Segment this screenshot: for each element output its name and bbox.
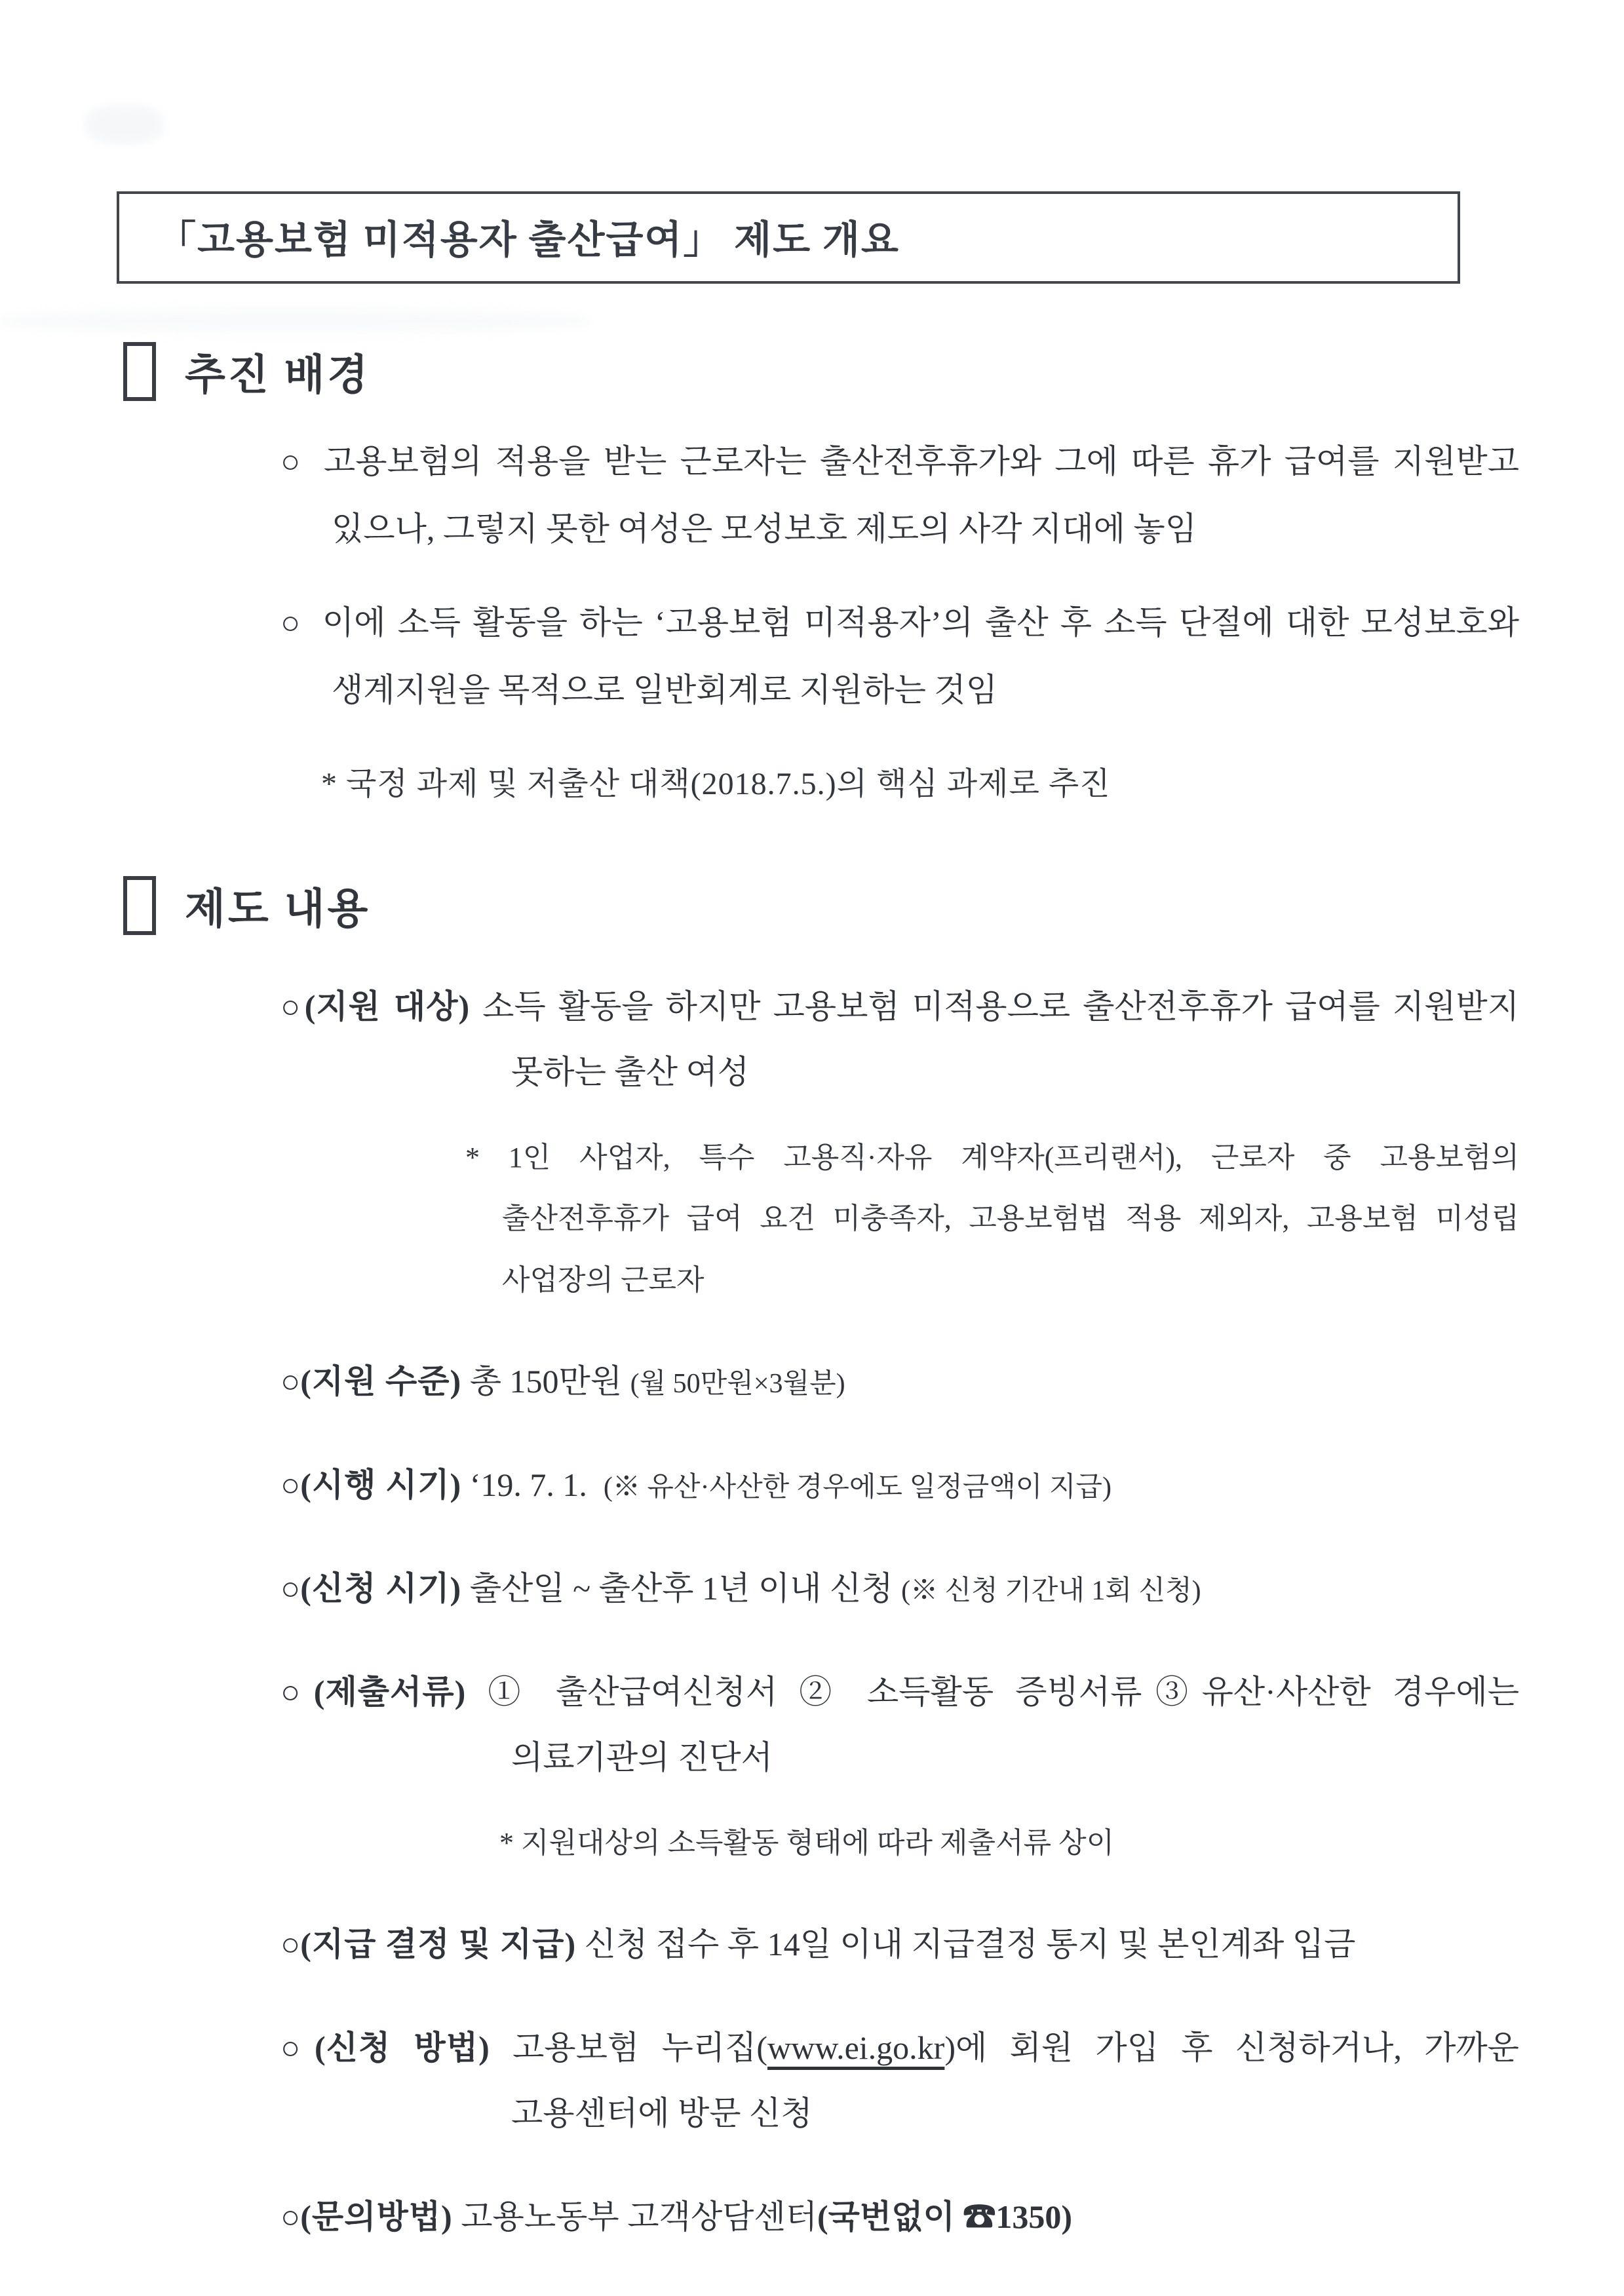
item-label: (제출서류)	[313, 1673, 467, 1710]
bullet-paragraph	[280, 428, 1519, 563]
title-box	[117, 191, 1460, 284]
scan-artifact	[0, 308, 590, 334]
item-note: * 1인 사업자, 특수 고용직·자유 계약자(프리랜서), 근로자 중 고용보험의 출산전후휴가 급여 요건 미충족자, 고용보험법 적용 제외자, 고용보험 미성립 사업장의 근로자	[465, 1141, 1519, 1296]
square-bullet-icon	[123, 342, 156, 401]
item-support-level	[280, 1349, 1519, 1414]
circle-bullet-icon: ○	[280, 2029, 315, 2067]
item-small-text: (※ 신청 기간내 1회 신청)	[901, 1575, 1201, 1606]
item-start-date	[280, 1452, 1519, 1518]
item-label: (신청 시기)	[300, 1569, 462, 1607]
scan-artifact	[85, 105, 164, 144]
circle-bullet-icon: ○	[280, 1362, 301, 1400]
bullet-paragraph	[280, 589, 1519, 724]
content-section	[280, 974, 1519, 2249]
bullet-text: 이에 소득 활동을 하는 ‘고용보험 미적용자’의 출산 후 소득 단절에 대한 모성보호와 생계지원을 목적으로 일반회계로 지원하는 것임	[322, 604, 1519, 708]
circle-bullet-icon: ○	[280, 604, 304, 641]
item-text: ‘19. 7. 1.	[469, 1466, 587, 1503]
item-application-method	[280, 2015, 1519, 2146]
phone-number: (국번없이 ☎1350)	[817, 2198, 1073, 2236]
item-text: 소득 활동을 하지만 고용보험 미적용으로 출산전후휴가 급여를 지원받지 못하는 출산 여성	[482, 988, 1520, 1090]
item-text: 출산일 ~ 출산후 1년 이내 신청	[469, 1569, 893, 1607]
background-section	[280, 428, 1519, 803]
circle-bullet-icon: ○	[280, 1466, 301, 1503]
item-text: 신청 접수 후 14일 이내 지급결정 통지 및 본인계좌 입금	[584, 1926, 1356, 1963]
item-label: (지원 수준)	[300, 1362, 462, 1400]
item-text: 총 150만원	[469, 1362, 623, 1400]
item-small-text: (※ 유산·사산한 경우에도 일정금액이 지급)	[603, 1472, 1112, 1502]
item-application-period	[280, 1556, 1519, 1621]
circle-bullet-icon: ○	[280, 988, 305, 1025]
section-heading-background	[123, 341, 1519, 402]
website-url: www.ei.go.kr	[767, 2029, 945, 2067]
item-label: (시행 시기)	[300, 1466, 462, 1503]
bullet-text: 고용보험의 적용을 받는 근로자는 출산전후휴가와 그에 따른 휴가 급여를 지원받고 있으나, 그렇지 못한 여성은 모성보호 제도의 사각 지대에 놓임	[323, 443, 1520, 547]
page-title: 「고용보험 미적용자 출산급여」 제도 개요	[157, 218, 900, 261]
circle-bullet-icon: ○	[280, 2198, 301, 2236]
square-bullet-icon	[123, 876, 156, 935]
item-small-text: (월 50만원×3월분)	[630, 1368, 845, 1399]
item-text: ① 출산급여신청서 ② 소득활동 증빙서류③유산·사산한 경우에는 의료기관의 진단서	[488, 1673, 1520, 1776]
item-payment-decision	[280, 1911, 1519, 1977]
item-label: (신청 방법)	[314, 2029, 490, 2067]
item-text: 고용노동부 고객상담센터	[461, 2198, 818, 2236]
item-text-before-link: 고용보험 누리집(	[512, 2029, 768, 2067]
item-label: (지급 결정 및 지급)	[300, 1926, 577, 1963]
circle-bullet-icon: ○	[280, 1569, 301, 1607]
circle-bullet-icon: ○	[280, 1926, 301, 1963]
item-label: (문의방법)	[300, 2198, 453, 2236]
section-heading-content	[123, 875, 1519, 936]
circle-bullet-icon: ○	[280, 443, 305, 480]
circle-bullet-icon: ○	[280, 1673, 314, 1710]
section-heading-label: 제도 내용	[185, 886, 371, 932]
item-label: (지원 대상)	[304, 988, 471, 1025]
item-text-after-link: )에 회원 가입 후 신청하거나, 가까운 고용센터에 방문 신청	[511, 2029, 1519, 2132]
footnote: * 국정 과제 및 저출산 대책(2018.7.5.)의 핵심 과제로 추진	[321, 767, 1111, 801]
item-note: * 지원대상의 소득활동 형태에 따라 제출서류 상이	[499, 1826, 1115, 1859]
item-required-documents	[280, 1659, 1519, 1790]
section-heading-label: 추진 배경	[185, 352, 371, 398]
item-contact-method	[280, 2184, 1519, 2249]
item-support-target	[280, 974, 1519, 1105]
